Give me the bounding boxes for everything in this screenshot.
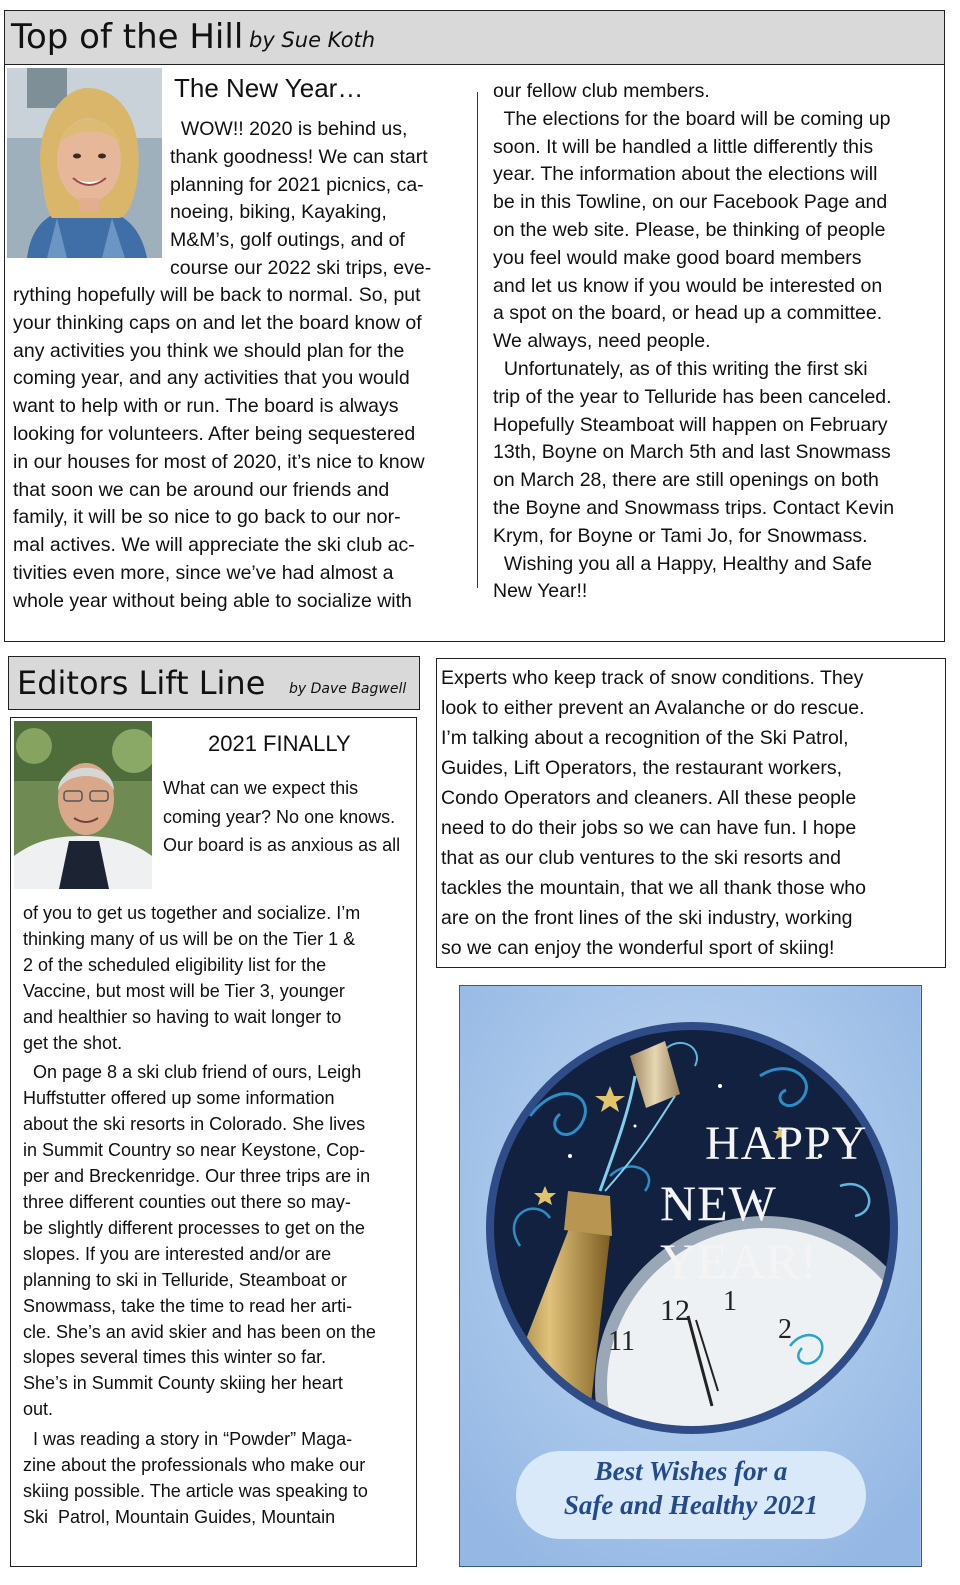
text-line: on the web site. Please, be thinking of people (493, 218, 886, 241)
text-line: Unfortunately, as of this writing the first ski (493, 357, 868, 380)
text-line: you feel would make good board members (493, 246, 862, 269)
text-line: Huffstutter offered up some information (23, 1088, 335, 1109)
editor-continued-text (441, 663, 943, 963)
text-line: mal actives. We will appreciate the ski club ac- (13, 534, 415, 557)
text-line: New Year!! (493, 580, 588, 603)
text-line: I’m talking about a recognition of the Ski Patrol, (441, 727, 849, 749)
card-happy: HAPPY (705, 1117, 868, 1170)
text-line: the Boyne and Snowmass trips. Contact Kevin (493, 496, 895, 519)
text-line: any activities you think we should plan for the (13, 339, 405, 362)
text-line: tivities even more, since we’ve had almost a (13, 561, 394, 584)
text-line: trip of the year to Telluride has been canceled. (493, 385, 892, 408)
text-line: out. (23, 1399, 54, 1420)
text-line: family, it will be so nice to go back to our nor- (13, 506, 401, 529)
text-line: planning to ski in Telluride, Steamboat or (23, 1269, 347, 1290)
top-section-byline: by Sue Koth (249, 28, 376, 52)
card-wish-line2: Safe and Healthy 2021 (563, 1490, 819, 1520)
text-line: year. The information about the elections will (493, 163, 878, 186)
top-col2-body (493, 78, 938, 606)
text-line: so we can enjoy the wonderful sport of skiing! (441, 937, 835, 959)
text-line: skiing possible. The article was speaking to (23, 1480, 368, 1501)
text-line: whole year without being able to socialize with (13, 589, 412, 612)
text-line: She’s in Summit County skiing her heart (23, 1373, 343, 1394)
text-line: in our houses for most of 2020, it’s nice to know (13, 450, 425, 473)
text-line: slopes. If you are interested and/or are (23, 1243, 332, 1264)
text-line: of you to get us together and socialize. I’m (23, 903, 361, 923)
text-line: and healthier so having to wait longer to (23, 1006, 342, 1027)
text-line: coming year? No one knows. (163, 806, 396, 827)
text-line: cle. She’s an avid skier and has been on the (23, 1321, 376, 1342)
clock-number-2: 2 (778, 1314, 792, 1345)
clock-number-1: 1 (723, 1286, 737, 1317)
new-year-card (459, 985, 922, 1567)
text-line: zine about the professionals who make our (23, 1455, 366, 1476)
text-line: Guides, Lift Operators, the restaurant workers, (441, 757, 843, 779)
text-line: be in this Towline, on our Facebook Page and (493, 191, 888, 214)
text-line: Ski Patrol, Mountain Guides, Mountain (23, 1506, 336, 1527)
text-line: that as our club ventures to the ski resorts and (441, 847, 841, 869)
text-line: Our board is as anxious as all (163, 835, 401, 855)
text-line: be slightly different processes to get on the (23, 1217, 365, 1238)
text-line: and let us know if you would be interested on (493, 274, 883, 297)
text-line: 13th, Boyne on March 5th and last Snowmass (493, 441, 891, 464)
text-line: Krym, for Boyne or Tami Jo, for Snowmass. (493, 524, 868, 547)
text-line: about the ski resorts in Colorado. She lives (23, 1114, 366, 1135)
text-line: per and Breckenridge. Our three trips are in (23, 1166, 371, 1187)
editor-section-header (8, 656, 420, 710)
text-line: soon. It will be handled a little differently this (493, 135, 874, 158)
text-line: Wishing you all a Happy, Healthy and Safe (493, 552, 873, 575)
text-line: in Summit Country so near Keystone, Cop- (23, 1140, 366, 1161)
text-line: noeing, biking, Kayaking, (170, 201, 387, 224)
editor-body-text (23, 901, 413, 1531)
card-new-year: NEW YEAR! (660, 1175, 818, 1289)
text-line: I was reading a story in “Powder” Maga- (23, 1429, 353, 1450)
column-divider (477, 92, 478, 588)
text-line: planning for 2021 picnics, ca- (170, 173, 424, 196)
text-line: Experts who keep track of snow conditions. They (441, 667, 864, 689)
text-line: thinking many of us will be on the Tier 1 & (23, 928, 356, 949)
top-col1-wrap (170, 116, 470, 283)
text-line: tackles the mountain, that we all thank those who (441, 877, 866, 899)
text-line: We always, need people. (493, 330, 711, 353)
author-photo-dave (14, 721, 152, 889)
text-line: a spot on the board, or head up a committee. (493, 302, 883, 325)
text-line: our fellow club members. (493, 80, 710, 102)
editor-wrap-text (163, 774, 415, 860)
clock-number-12: 12 (660, 1294, 690, 1327)
text-line: Snowmass, take the time to read her arti- (23, 1295, 353, 1316)
editor-section-title: Editors Lift Line (17, 664, 266, 702)
text-line: look to either prevent an Avalanche or do rescue. (441, 697, 865, 719)
text-line: coming year, and any activities that you would (13, 367, 410, 390)
text-line: Condo Operators and cleaners. All these people (441, 787, 857, 809)
text-line: your thinking caps on and let the board know of (13, 311, 422, 334)
text-line: On page 8 a ski club friend of ours, Leigh (23, 1062, 362, 1083)
text-line: that soon we can be around our friends and (13, 478, 390, 501)
text-line: 2 of the scheduled eligibility list for the (23, 954, 327, 975)
text-line: three different counties out there so may- (23, 1191, 351, 1212)
text-line: Vaccine, but most will be Tier 3, younger (23, 980, 345, 1001)
text-line: slopes several times this winter so far. (23, 1347, 327, 1368)
editor-section-byline: by Dave Bagwell (289, 681, 407, 697)
card-wish-line1: Best Wishes for a (594, 1456, 788, 1486)
text-line: are on the front lines of the ski industry, working (441, 907, 853, 929)
text-line: thank goodness! We can start (170, 145, 428, 168)
text-line: What can we expect this (163, 778, 359, 798)
top-section-header (4, 10, 945, 65)
text-line: The elections for the board will be coming up (493, 107, 891, 130)
text-line: M&M’s, golf outings, and of (170, 229, 405, 252)
text-line: Hopefully Steamboat will happen on February (493, 413, 888, 436)
text-line: on March 28, there are still openings on both (493, 469, 879, 492)
top-col1-body (13, 282, 468, 616)
top-section-title: Top of the Hill (11, 17, 244, 57)
text-line: course our 2022 ski trips, eve- (170, 256, 432, 279)
text-line: get the shot. (23, 1032, 123, 1053)
text-line (163, 774, 415, 803)
author-photo-sue (7, 68, 162, 258)
text-line: rything hopefully will be back to normal. So, put (13, 284, 421, 306)
editor-article-title: 2021 FINALLY (208, 731, 351, 756)
text-line: want to help with or run. The board is always (13, 395, 399, 418)
clock-number-11: 11 (608, 1326, 635, 1357)
top-article-title: The New Year… (174, 73, 364, 103)
text-line: WOW!! 2020 is behind us, (180, 118, 408, 140)
text-line: looking for volunteers. After being sequestered (13, 422, 416, 445)
text-line: need to do their jobs so we can have fun. I hope (441, 817, 857, 839)
